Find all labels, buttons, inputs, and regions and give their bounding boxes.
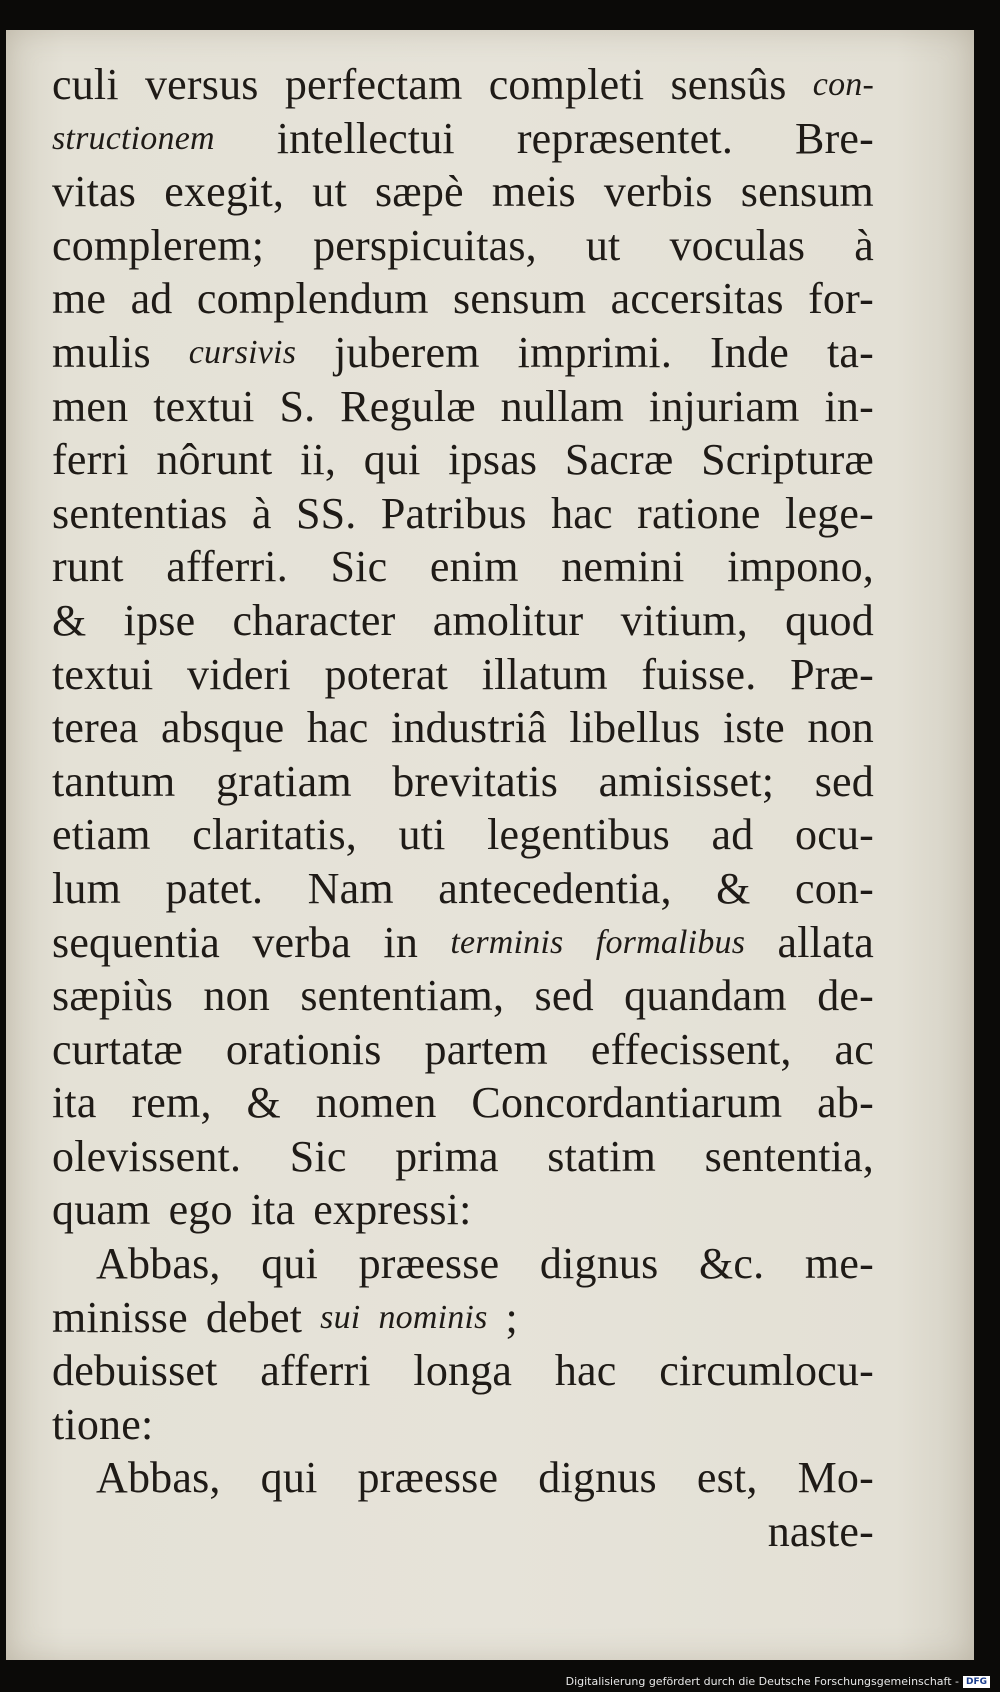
word: S. xyxy=(279,381,316,431)
word: quod xyxy=(785,595,874,645)
word: ocu- xyxy=(795,810,874,860)
text-line xyxy=(52,1023,874,1077)
text-line xyxy=(52,219,874,273)
word: prima xyxy=(395,1131,499,1181)
word: industriâ xyxy=(391,703,547,753)
text-line xyxy=(52,540,874,594)
word: Abbas, xyxy=(96,1453,221,1503)
word: terminis xyxy=(450,923,564,961)
text-line xyxy=(52,701,874,755)
text-line xyxy=(52,1237,874,1291)
word: præesse xyxy=(357,1453,499,1503)
word: ut xyxy=(312,167,347,217)
word: injuriam xyxy=(648,381,800,431)
word: statim xyxy=(547,1131,657,1181)
word: hac xyxy=(306,703,369,753)
text-line xyxy=(52,1451,874,1505)
word: Concordantiarum xyxy=(471,1078,783,1128)
word: Nam xyxy=(307,863,394,913)
word: dignus xyxy=(539,1239,659,1289)
text-line xyxy=(52,112,874,166)
word: perspicuitas, xyxy=(313,220,537,270)
word: ii, xyxy=(300,435,337,485)
word: est, xyxy=(696,1453,758,1503)
word: Bre- xyxy=(795,113,874,163)
word: con- xyxy=(812,66,874,103)
word: ego xyxy=(168,1185,233,1235)
word: tantum xyxy=(52,756,176,806)
word: olevissent. xyxy=(52,1131,242,1181)
word: illatum xyxy=(481,649,608,699)
word: textui xyxy=(52,649,154,699)
text-line xyxy=(52,1130,874,1184)
text-line xyxy=(52,594,874,648)
word: legentibus xyxy=(487,810,670,860)
word: ad xyxy=(711,810,754,860)
word: hac xyxy=(554,1346,617,1396)
word: vitas xyxy=(52,167,137,217)
word: for- xyxy=(808,274,874,324)
word: & xyxy=(246,1078,281,1128)
word: etiam xyxy=(52,810,151,860)
word: ut xyxy=(585,220,621,270)
word: con- xyxy=(795,863,874,913)
text-line xyxy=(52,862,874,916)
word: nominis xyxy=(378,1298,488,1336)
word: absque xyxy=(160,703,285,753)
word: ab- xyxy=(817,1078,874,1128)
word: sententias xyxy=(52,488,228,538)
word: qui xyxy=(260,1453,318,1503)
word: fuisse. xyxy=(641,649,757,699)
text-line xyxy=(52,916,874,970)
word: quandam xyxy=(624,971,787,1021)
word: ta- xyxy=(826,327,874,377)
text-line xyxy=(52,1183,874,1237)
text-line xyxy=(52,58,874,112)
word: culi xyxy=(52,60,119,109)
word: imprimi. xyxy=(517,327,673,377)
text-line xyxy=(52,165,874,219)
text-line xyxy=(52,1344,874,1398)
text-line xyxy=(52,433,874,487)
word: Sic xyxy=(330,542,388,592)
text-line xyxy=(52,326,874,380)
word: amisisset; xyxy=(598,756,775,806)
word: & xyxy=(52,595,87,645)
word: mulis xyxy=(52,327,151,377)
word: terea xyxy=(52,703,139,753)
word: poterat xyxy=(324,649,449,699)
text-line xyxy=(52,487,874,541)
word: qui xyxy=(261,1239,319,1289)
word: men xyxy=(52,381,129,431)
word: sensûs xyxy=(670,60,787,109)
text-line xyxy=(52,808,874,862)
word: à xyxy=(854,220,874,270)
word: à xyxy=(251,488,272,538)
word: tione: xyxy=(52,1399,154,1449)
text-line xyxy=(52,969,874,1023)
word: nôrunt xyxy=(156,435,273,485)
word: Præ- xyxy=(790,649,874,699)
word: debuisset xyxy=(52,1346,218,1396)
word: claritatis, xyxy=(192,810,357,860)
word: afferri xyxy=(260,1346,371,1396)
text-line xyxy=(52,648,874,702)
word: sed xyxy=(814,756,874,806)
word: sequentia xyxy=(52,917,220,967)
book-page xyxy=(6,30,974,1660)
word: me xyxy=(52,274,107,324)
text-line xyxy=(52,1291,874,1345)
word: brevitatis xyxy=(392,756,559,806)
word: lege- xyxy=(785,488,874,538)
word: ratione xyxy=(637,488,761,538)
word: libellus xyxy=(569,703,701,753)
word: ita xyxy=(250,1185,296,1235)
word: nullam xyxy=(500,381,625,431)
word: in- xyxy=(824,381,874,431)
word: longa xyxy=(413,1346,513,1396)
text-line xyxy=(52,755,874,809)
word: Sic xyxy=(289,1131,347,1181)
word: &c. xyxy=(699,1239,765,1289)
word: perfectam xyxy=(284,60,463,109)
word: intellectui xyxy=(276,113,455,163)
word: accersitas xyxy=(610,274,784,324)
text-line xyxy=(52,1076,874,1130)
word: ; xyxy=(505,1292,518,1342)
word: antecedentia, xyxy=(438,863,672,913)
word: nemini xyxy=(561,542,685,592)
word: Scripturæ xyxy=(701,435,874,485)
word: ferri xyxy=(52,435,129,485)
word: afferri. xyxy=(166,542,288,592)
word: allata xyxy=(777,917,874,967)
word: SS. xyxy=(295,488,357,538)
word: lum xyxy=(52,863,122,913)
word: curtatæ xyxy=(52,1024,183,1074)
word: sed xyxy=(534,971,594,1021)
word: debet xyxy=(205,1292,303,1342)
digitization-footer xyxy=(566,1675,990,1688)
word: dignus xyxy=(538,1453,657,1503)
word: amolitur xyxy=(432,595,584,645)
word: effecissent, xyxy=(590,1024,792,1074)
word: versus xyxy=(144,60,259,109)
word: voculas xyxy=(669,220,806,270)
word: videri xyxy=(187,649,291,699)
word: ipsas xyxy=(448,435,538,485)
word: nomen xyxy=(315,1078,437,1128)
word: character xyxy=(232,595,396,645)
word: sæpè xyxy=(374,167,464,217)
word: præesse xyxy=(358,1239,500,1289)
word: ac xyxy=(834,1024,874,1074)
dfg-logo: DFG xyxy=(963,1676,990,1688)
word: structionem xyxy=(52,119,215,157)
word: partem xyxy=(424,1024,548,1074)
word: qui xyxy=(363,435,421,485)
word: circumlocu- xyxy=(659,1346,874,1396)
word: ad xyxy=(130,274,173,324)
text-line xyxy=(52,380,874,434)
word: me- xyxy=(804,1239,874,1289)
word: sententiam, xyxy=(300,971,505,1021)
word: textui xyxy=(153,381,255,431)
word: in xyxy=(383,917,419,967)
word: de- xyxy=(817,971,874,1021)
word: ita xyxy=(52,1078,97,1128)
word: sensum xyxy=(453,274,587,324)
word: Patribus xyxy=(380,488,527,538)
word: impono, xyxy=(727,542,874,592)
word: non xyxy=(203,971,270,1021)
word: sensum xyxy=(740,167,874,217)
word: & xyxy=(716,863,751,913)
text-line xyxy=(52,1505,874,1559)
word: sui xyxy=(320,1298,361,1336)
page-text xyxy=(52,58,874,1559)
word: rem, xyxy=(131,1078,212,1128)
word: ipse xyxy=(123,595,196,645)
word: formalibus xyxy=(595,923,746,961)
word: Mo- xyxy=(797,1453,874,1503)
word: verbis xyxy=(603,167,713,217)
word: naste- xyxy=(767,1507,874,1557)
footer-credit: Digitalisierung gefördert durch die Deutsche Forschungsgemeinschaft - xyxy=(565,1675,959,1688)
word: Abbas, xyxy=(96,1239,221,1289)
word: meis xyxy=(491,167,576,217)
word: expressi: xyxy=(313,1185,472,1235)
word: hac xyxy=(551,488,613,538)
word: iste xyxy=(722,703,785,753)
word: exegit, xyxy=(164,167,285,217)
word: Sacræ xyxy=(564,435,674,485)
word: repræsentet. xyxy=(516,113,734,163)
text-line xyxy=(52,272,874,326)
word: uti xyxy=(398,810,446,860)
word: enim xyxy=(429,542,519,592)
word: vitium, xyxy=(620,595,748,645)
word: orationis xyxy=(225,1024,382,1074)
word: Regulæ xyxy=(340,381,476,431)
word: verba xyxy=(252,917,352,967)
word: juberem xyxy=(334,327,480,377)
word: Inde xyxy=(710,327,789,377)
word: runt xyxy=(52,542,124,592)
word: complerem; xyxy=(52,220,265,270)
word: sententia, xyxy=(704,1131,874,1181)
word: quam xyxy=(52,1185,151,1235)
word: cursivis xyxy=(188,333,297,371)
word: gratiam xyxy=(215,756,352,806)
word: minisse xyxy=(52,1292,188,1342)
word: complendum xyxy=(196,274,429,324)
word: patet. xyxy=(165,863,264,913)
word: sæpiùs xyxy=(52,971,174,1021)
word: non xyxy=(807,703,874,753)
text-line xyxy=(52,1398,874,1452)
word: completi xyxy=(488,60,645,109)
